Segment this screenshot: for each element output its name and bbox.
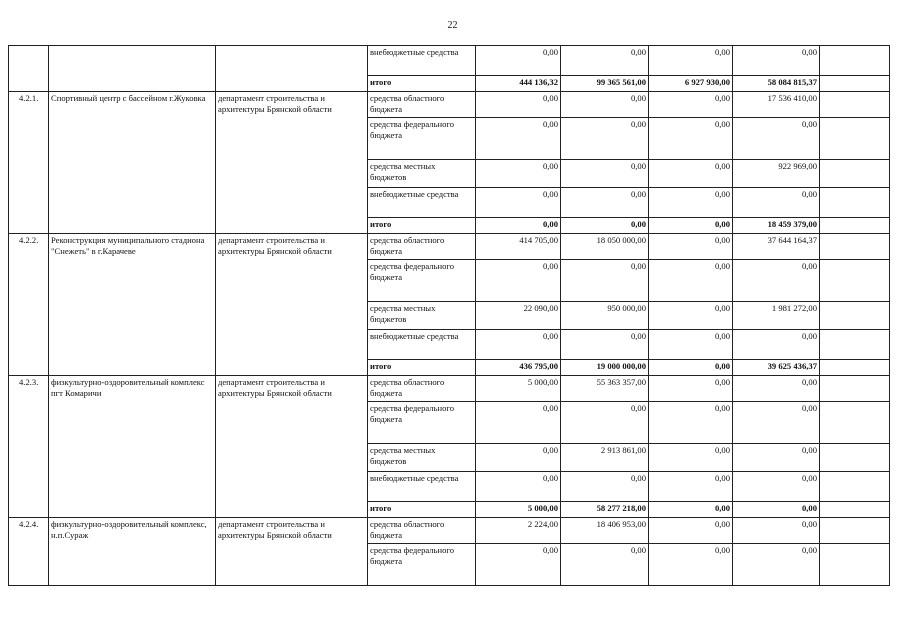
amount-cell: 18 050 000,00 xyxy=(561,234,649,260)
amount-cell: 0,00 xyxy=(561,218,649,234)
empty-cell xyxy=(820,444,890,472)
amount-cell: 0,00 xyxy=(733,46,820,76)
funding-source: внебюджетные средства xyxy=(368,188,476,218)
empty-cell xyxy=(820,330,890,360)
amount-cell: 0,00 xyxy=(733,444,820,472)
funding-row xyxy=(9,518,890,544)
amount-cell: 0,00 xyxy=(649,260,733,302)
empty-cell xyxy=(820,188,890,218)
empty-cell xyxy=(820,472,890,502)
amount-cell: 6 927 930,00 xyxy=(649,76,733,92)
amount-cell: 0,00 xyxy=(476,46,561,76)
empty-cell xyxy=(820,544,890,586)
empty-cell xyxy=(820,234,890,260)
item-name: физкультурно-оздоровительный комплекс, н.п.Сураж xyxy=(49,518,216,586)
empty-cell xyxy=(820,518,890,544)
amount-cell: 444 136,32 xyxy=(476,76,561,92)
item-name: физкультурно-оздоровительный комплекс пгт Комаричи xyxy=(49,376,216,518)
amount-cell: 0,00 xyxy=(649,302,733,330)
amount-cell: 414 705,00 xyxy=(476,234,561,260)
funding-source: средства местных бюджетов xyxy=(368,302,476,330)
funding-source: внебюджетные средства xyxy=(368,46,476,76)
item-executor: департамент строительства и архитектуры Брянской области xyxy=(216,376,368,518)
funding-row xyxy=(9,92,890,118)
item-code: 4.2.4. xyxy=(9,518,49,586)
funding-row xyxy=(9,234,890,260)
empty-cell xyxy=(820,402,890,444)
amount-cell: 0,00 xyxy=(733,518,820,544)
amount-cell: 0,00 xyxy=(733,118,820,160)
amount-cell: 18 459 379,00 xyxy=(733,218,820,234)
funding-source: средства областного бюджета xyxy=(368,376,476,402)
page-number: 22 xyxy=(447,20,458,31)
amount-cell: 39 625 436,37 xyxy=(733,360,820,376)
funding-source: средства областного бюджета xyxy=(368,234,476,260)
amount-cell: 0,00 xyxy=(476,402,561,444)
amount-cell: 0,00 xyxy=(649,218,733,234)
item-code: 4.2.3. xyxy=(9,376,49,518)
empty-cell xyxy=(820,118,890,160)
amount-cell: 58 277 218,00 xyxy=(561,502,649,518)
amount-cell: 0,00 xyxy=(561,472,649,502)
item-code: 4.2.1. xyxy=(9,92,49,234)
funding-row xyxy=(9,376,890,402)
amount-cell: 0,00 xyxy=(476,188,561,218)
funding-source: средства федерального бюджета xyxy=(368,260,476,302)
amount-cell: 5 000,00 xyxy=(476,376,561,402)
amount-cell: 0,00 xyxy=(649,376,733,402)
item-executor: департамент строительства и архитектуры Брянской области xyxy=(216,92,368,234)
amount-cell: 18 406 953,00 xyxy=(561,518,649,544)
amount-cell: 0,00 xyxy=(649,502,733,518)
amount-cell: 0,00 xyxy=(561,188,649,218)
amount-cell: 0,00 xyxy=(733,330,820,360)
amount-cell: 0,00 xyxy=(561,402,649,444)
amount-cell: 0,00 xyxy=(649,92,733,118)
amount-cell: 0,00 xyxy=(561,330,649,360)
amount-cell: 0,00 xyxy=(561,544,649,586)
amount-cell: 922 969,00 xyxy=(733,160,820,188)
amount-cell: 0,00 xyxy=(733,260,820,302)
funding-source: средства местных бюджетов xyxy=(368,160,476,188)
empty-cell xyxy=(820,92,890,118)
empty-cell xyxy=(820,218,890,234)
amount-cell: 0,00 xyxy=(733,544,820,586)
funding-source: средства федерального бюджета xyxy=(368,118,476,160)
amount-cell: 0,00 xyxy=(476,92,561,118)
amount-cell: 0,00 xyxy=(733,376,820,402)
funding-source: средства федерального бюджета xyxy=(368,402,476,444)
amount-cell: 22 090,00 xyxy=(476,302,561,330)
item-name xyxy=(49,46,216,92)
funding-source: итого xyxy=(368,502,476,518)
amount-cell: 5 000,00 xyxy=(476,502,561,518)
item-name: Реконструкция муниципального стадиона "Снежеть" в г.Карачеве xyxy=(49,234,216,376)
amount-cell: 950 000,00 xyxy=(561,302,649,330)
amount-cell: 55 363 357,00 xyxy=(561,376,649,402)
amount-cell: 2 913 861,00 xyxy=(561,444,649,472)
amount-cell: 0,00 xyxy=(733,188,820,218)
amount-cell: 0,00 xyxy=(733,502,820,518)
amount-cell: 0,00 xyxy=(649,46,733,76)
empty-cell xyxy=(820,76,890,92)
item-executor: департамент строительства и архитектуры Брянской области xyxy=(216,518,368,586)
amount-cell: 0,00 xyxy=(649,544,733,586)
amount-cell: 0,00 xyxy=(649,518,733,544)
amount-cell: 0,00 xyxy=(561,46,649,76)
amount-cell: 0,00 xyxy=(476,330,561,360)
amount-cell: 2 224,00 xyxy=(476,518,561,544)
item-code: 4.2.2. xyxy=(9,234,49,376)
amount-cell: 0,00 xyxy=(561,260,649,302)
funding-source: внебюджетные средства xyxy=(368,472,476,502)
amount-cell: 0,00 xyxy=(561,92,649,118)
empty-cell xyxy=(820,360,890,376)
amount-cell: 17 536 410,00 xyxy=(733,92,820,118)
amount-cell: 0,00 xyxy=(476,444,561,472)
funding-row xyxy=(9,46,890,76)
amount-cell: 99 365 561,00 xyxy=(561,76,649,92)
item-name: Спортивный центр с бассейном г.Жуковка xyxy=(49,92,216,234)
amount-cell: 0,00 xyxy=(733,402,820,444)
amount-cell: 0,00 xyxy=(649,444,733,472)
amount-cell: 37 644 164,37 xyxy=(733,234,820,260)
amount-cell: 0,00 xyxy=(649,234,733,260)
amount-cell: 0,00 xyxy=(476,160,561,188)
funding-source: средства местных бюджетов xyxy=(368,444,476,472)
item-executor xyxy=(216,46,368,92)
amount-cell: 1 981 272,00 xyxy=(733,302,820,330)
funding-source: средства областного бюджета xyxy=(368,92,476,118)
empty-cell xyxy=(820,376,890,402)
amount-cell: 0,00 xyxy=(476,472,561,502)
amount-cell: 0,00 xyxy=(649,330,733,360)
empty-cell xyxy=(820,302,890,330)
empty-cell xyxy=(820,502,890,518)
empty-cell xyxy=(820,160,890,188)
funding-source: итого xyxy=(368,218,476,234)
funding-source: внебюджетные средства xyxy=(368,330,476,360)
amount-cell: 0,00 xyxy=(733,472,820,502)
amount-cell: 19 000 000,00 xyxy=(561,360,649,376)
funding-source: итого xyxy=(368,76,476,92)
amount-cell: 0,00 xyxy=(649,472,733,502)
item-executor: департамент строительства и архитектуры Брянской области xyxy=(216,234,368,376)
amount-cell: 0,00 xyxy=(649,360,733,376)
amount-cell: 0,00 xyxy=(649,118,733,160)
budget-table xyxy=(8,45,890,586)
funding-source: средства федерального бюджета xyxy=(368,544,476,586)
amount-cell: 0,00 xyxy=(649,188,733,218)
amount-cell: 436 795,00 xyxy=(476,360,561,376)
funding-source: итого xyxy=(368,360,476,376)
amount-cell: 0,00 xyxy=(561,118,649,160)
amount-cell: 0,00 xyxy=(476,544,561,586)
amount-cell: 0,00 xyxy=(649,160,733,188)
empty-cell xyxy=(820,260,890,302)
funding-source: средства областного бюджета xyxy=(368,518,476,544)
empty-cell xyxy=(820,46,890,76)
amount-cell: 0,00 xyxy=(476,260,561,302)
amount-cell: 0,00 xyxy=(476,218,561,234)
item-code xyxy=(9,46,49,92)
amount-cell: 0,00 xyxy=(649,402,733,444)
amount-cell: 58 084 815,37 xyxy=(733,76,820,92)
amount-cell: 0,00 xyxy=(561,160,649,188)
amount-cell: 0,00 xyxy=(476,118,561,160)
